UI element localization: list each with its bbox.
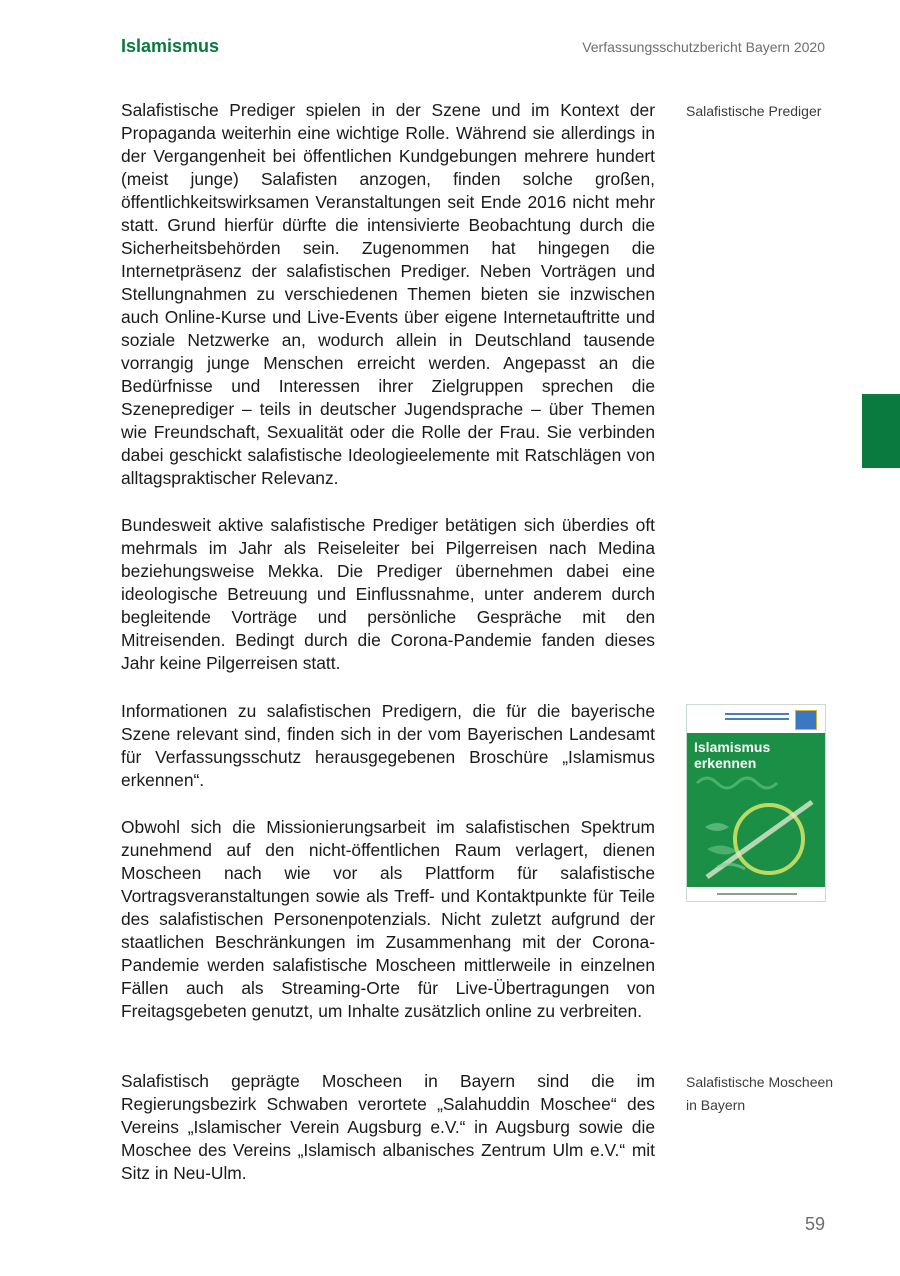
section-title: Islamismus [121,36,220,56]
paragraph-salafist-preachers: Salafistische Prediger spielen in der Szene und im Kontext der Propaganda weiterhin eine wichtige Rolle. Während sie allerdings in der Vergangenheit bei öffentlichen Kundgebungen mehrere hundert (meist junge) Salafisten anzogen, finden solche großen, öffentlichkeitswirksamen Veranstaltungen seit Ende 2016 nicht mehr statt. Grund hierfür dürfte die intensivierte Beobachtung durch die Sicherheitsbehörden sein. Zugenommen hat hingegen die Internetpräsenz der salafistischen Prediger. Neben Vorträgen und Stellungnahmen zu verschiedenen Themen bieten sie inzwischen auch Online-Kurse und Live-Events über eigene Internetauftritte und soziale Netzwerke an, wodurch allein in Deutschland tausende vorrangig junge Menschen erreicht werden. Angepasst an die Bedürfnisse und Interessen ihrer Zielgruppen sprechen die Szeneprediger – teils in deutscher Jugendsprache – über Themen wie Freundschaft, Sexualität oder die Rolle der Frau. Sie verbinden dabei geschickt salafistische Ideologieelemente mit Ratschlägen von alltagspraktischer Relevanz. [121,100,655,488]
margin-note-preachers: Salafistische Prediger [686,103,822,119]
brochure-footer-strip [687,887,825,901]
brochure-decoration-graphic [687,767,826,889]
paragraph-pilgrimages: Bundesweit aktive salafistische Prediger betätigen sich überdies oft mehrmals im Jahr als Reiseleiter bei Pilgerreisen nach Medina beziehungsweise Mekka. Die Prediger übernehmen dabei eine ideologische Betreuung und Einflussnahme, unter anderem durch begleitende Vorträge und persönliche Gespräche mit den Mitreisenden. Bedingt durch die Corona-Pandemie fanden dieses Jahr keine Pilgerreisen statt. [121,515,655,673]
page-number: 59 [804,1214,825,1234]
agency-name-lines [725,713,789,725]
paragraph-mosques-platform: Obwohl sich die Missionierungsarbeit im salafistischen Spektrum zunehmend auf den nicht-öffentlichen Raum verlagert, dienen Moscheen nach wie vor als Plattform für salafistische Vortragsveranstaltungen sowie als Treff- und Kontaktpunkte für Teile des salafistischen Personenpotenzials. Nicht zuletzt aufgrund der staatlichen Beschränkungen im Zusammenhang mit der Corona-Pandemie werden salafistische Moscheen mittlerweile in einzelnen Fällen auch als Streaming-Orte für Live-Übertragungen von Freitagsgebeten genutzt, um Inhalte zusätzlich online zu verbreiten. [121,817,655,1021]
paragraph-mosques-bavaria: Salafistisch geprägte Moscheen in Bayern sind die im Regierungsbezirk Schwaben verortete „Salahuddin Moschee“ des Vereins „Islamischer Verein Augsburg e.V.“ in Augsburg sowie die Moschee des Vereins „Islamisch albanisches Zentrum Ulm e.V.“ mit Sitz in Neu-Ulm. [121,1071,655,1183]
report-title: Verfassungsschutzbericht Bayern 2020 [582,39,825,55]
brochure-header-strip [687,705,825,733]
paragraph-brochure-info: Informationen zu salafistischen Predigern, die für die bayerische Szene relevant sind, finden sich in der vom Bayerischen Landesamt für Verfassungsschutz herausgegebenen Broschüre „Islamismus erkennen“. [121,701,655,790]
brochure-title: Islamismus erkennen [694,739,771,771]
margin-note-mosques: Salafistische Moscheen in Bayern [686,1074,834,1113]
brochure-cover-image [686,704,826,902]
coat-of-arms-icon [795,710,817,730]
chapter-tab-marker [862,394,900,468]
